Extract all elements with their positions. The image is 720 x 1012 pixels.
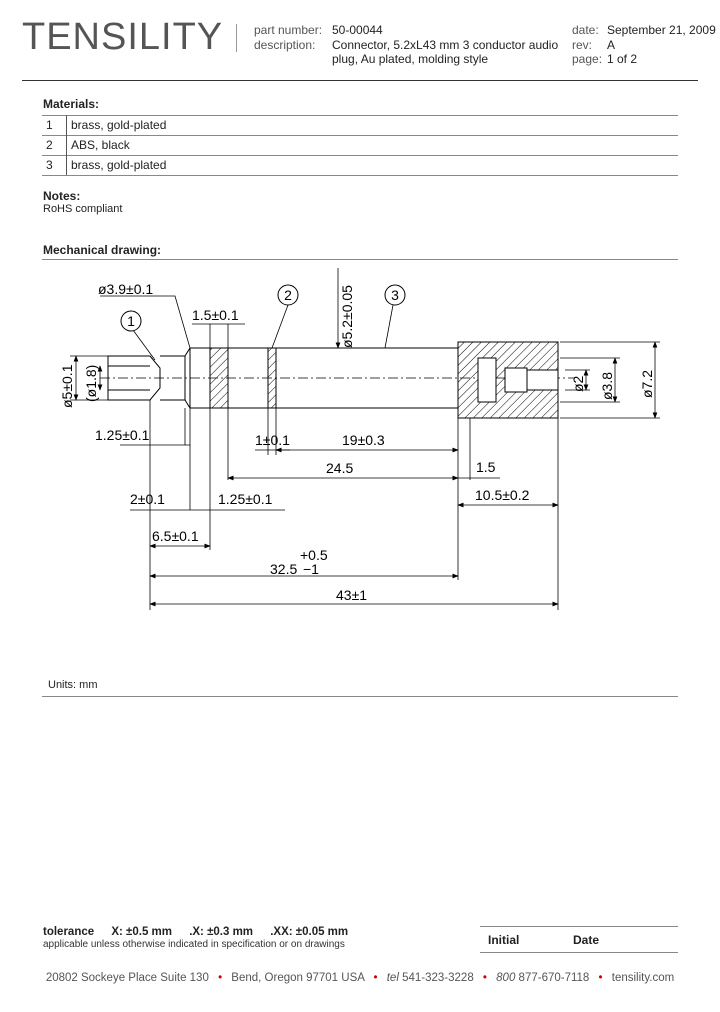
footer bbox=[0, 972, 720, 984]
dim-plug-length-tol-down: −1 bbox=[303, 561, 319, 577]
dim-plug-length: 32.5 bbox=[270, 561, 298, 577]
tolerance-x1: .X: ±0.3 mm bbox=[189, 926, 254, 938]
description-line-2: plug, Au plated, molding style bbox=[332, 52, 489, 66]
footer-tel: 541-323-3228 bbox=[402, 972, 474, 984]
description-line-1: Connector, 5.2xL43 mm 3 conductor audio bbox=[332, 38, 559, 52]
dim-tip-outer: ø5±0.1 bbox=[59, 364, 75, 408]
dim-insulator-width: 1.25±0.1 bbox=[218, 491, 273, 507]
notes-title: Notes: bbox=[43, 189, 81, 203]
dim-groove-width: 1.5±0.1 bbox=[192, 307, 239, 323]
footer-bullet: • bbox=[218, 972, 223, 984]
page-label: page: bbox=[572, 52, 603, 66]
balloon-2-label: 2 bbox=[284, 287, 292, 303]
tolerance-x: X: ±0.5 mm bbox=[111, 926, 172, 938]
rev-label: rev: bbox=[572, 38, 593, 52]
tolerance-label: tolerance bbox=[43, 926, 95, 938]
balloon-1-label: 1 bbox=[127, 313, 135, 329]
dim-shaft-diameter: ø5.2±0.05 bbox=[339, 285, 355, 348]
part-number-value: 50-00044 bbox=[332, 23, 383, 37]
dim-ring-width: 1±0.1 bbox=[255, 432, 290, 448]
dim-insulator-to-body: 24.5 bbox=[326, 460, 354, 476]
footer-address: 20802 Sockeye Place Suite 130 bbox=[45, 972, 209, 984]
notes-text: RoHS compliant bbox=[43, 203, 123, 215]
dim-tip-offset: 2±0.1 bbox=[130, 491, 165, 507]
footer-tollfree-label: 800 bbox=[496, 972, 516, 984]
dim-body-diameter: ø7.2 bbox=[639, 369, 655, 398]
dim-plug-length-tol-up: +0.5 bbox=[300, 547, 328, 563]
page-value: 1 of 2 bbox=[607, 52, 638, 66]
tolerance-x2: .XX: ±0.05 mm bbox=[270, 926, 349, 938]
dim-body-step: 1.5 bbox=[476, 459, 496, 475]
part-number-label: part number: bbox=[254, 23, 323, 37]
tolerance-block bbox=[43, 926, 348, 938]
description-label: description: bbox=[254, 38, 316, 52]
date-value: September 21, 2009 bbox=[607, 23, 716, 37]
balloon-group bbox=[121, 285, 405, 331]
balloon-3-label: 3 bbox=[391, 287, 399, 303]
material-number: 2 bbox=[46, 138, 53, 152]
dim-body-length: 10.5±0.2 bbox=[475, 487, 530, 503]
dim-overall-length: 43±1 bbox=[336, 587, 368, 603]
material-text: brass, gold-plated bbox=[71, 158, 167, 172]
company-logo: TENSILITY bbox=[22, 16, 224, 58]
footer-bullet: • bbox=[373, 972, 378, 984]
housing-cavity-a bbox=[478, 358, 496, 402]
signoff-rule-bottom bbox=[480, 952, 678, 953]
dim-sleeve-length: 19±0.3 bbox=[342, 432, 385, 448]
dim-tip-length: 6.5±0.1 bbox=[152, 528, 199, 544]
footer-tel-label: tel bbox=[386, 972, 399, 984]
dim-bore-large: ø3.8 bbox=[599, 371, 615, 400]
signoff-initial: Initial bbox=[488, 933, 520, 947]
footer-bullet: • bbox=[482, 972, 487, 984]
date-label: date: bbox=[572, 23, 599, 37]
footer-web[interactable]: tensility.com bbox=[611, 972, 675, 984]
dim-tip-inner: (ø1.8) bbox=[83, 364, 99, 402]
dim-tip-neck: 1.25±0.1 bbox=[95, 427, 150, 443]
units-note: Units: mm bbox=[48, 679, 98, 691]
insulator-ring-b bbox=[268, 348, 276, 408]
signoff-date: Date bbox=[573, 933, 600, 947]
units-rule bbox=[42, 696, 678, 697]
dim-tip-diameter: ø3.9±0.1 bbox=[98, 281, 154, 297]
material-number: 3 bbox=[46, 158, 53, 172]
signoff-rule-top bbox=[480, 926, 678, 927]
material-text: ABS, black bbox=[71, 138, 130, 152]
materials-title: Materials: bbox=[43, 97, 100, 111]
material-text: brass, gold-plated bbox=[71, 118, 167, 132]
insulator-ring-a bbox=[210, 348, 228, 408]
footer-city: Bend, Oregon 97701 USA bbox=[231, 972, 365, 984]
drawing-title: Mechanical drawing: bbox=[43, 243, 162, 257]
material-number: 1 bbox=[46, 118, 53, 132]
dim-bore-small: ø2 bbox=[570, 375, 586, 392]
rev-value: A bbox=[607, 38, 616, 52]
housing-cavity-b bbox=[505, 368, 527, 392]
tolerance-note: applicable unless otherwise indicated in specification or on drawings bbox=[43, 939, 345, 950]
footer-tollfree: 877-670-7118 bbox=[518, 972, 590, 984]
housing-cavity-c bbox=[527, 370, 558, 390]
footer-bullet: • bbox=[598, 972, 603, 984]
